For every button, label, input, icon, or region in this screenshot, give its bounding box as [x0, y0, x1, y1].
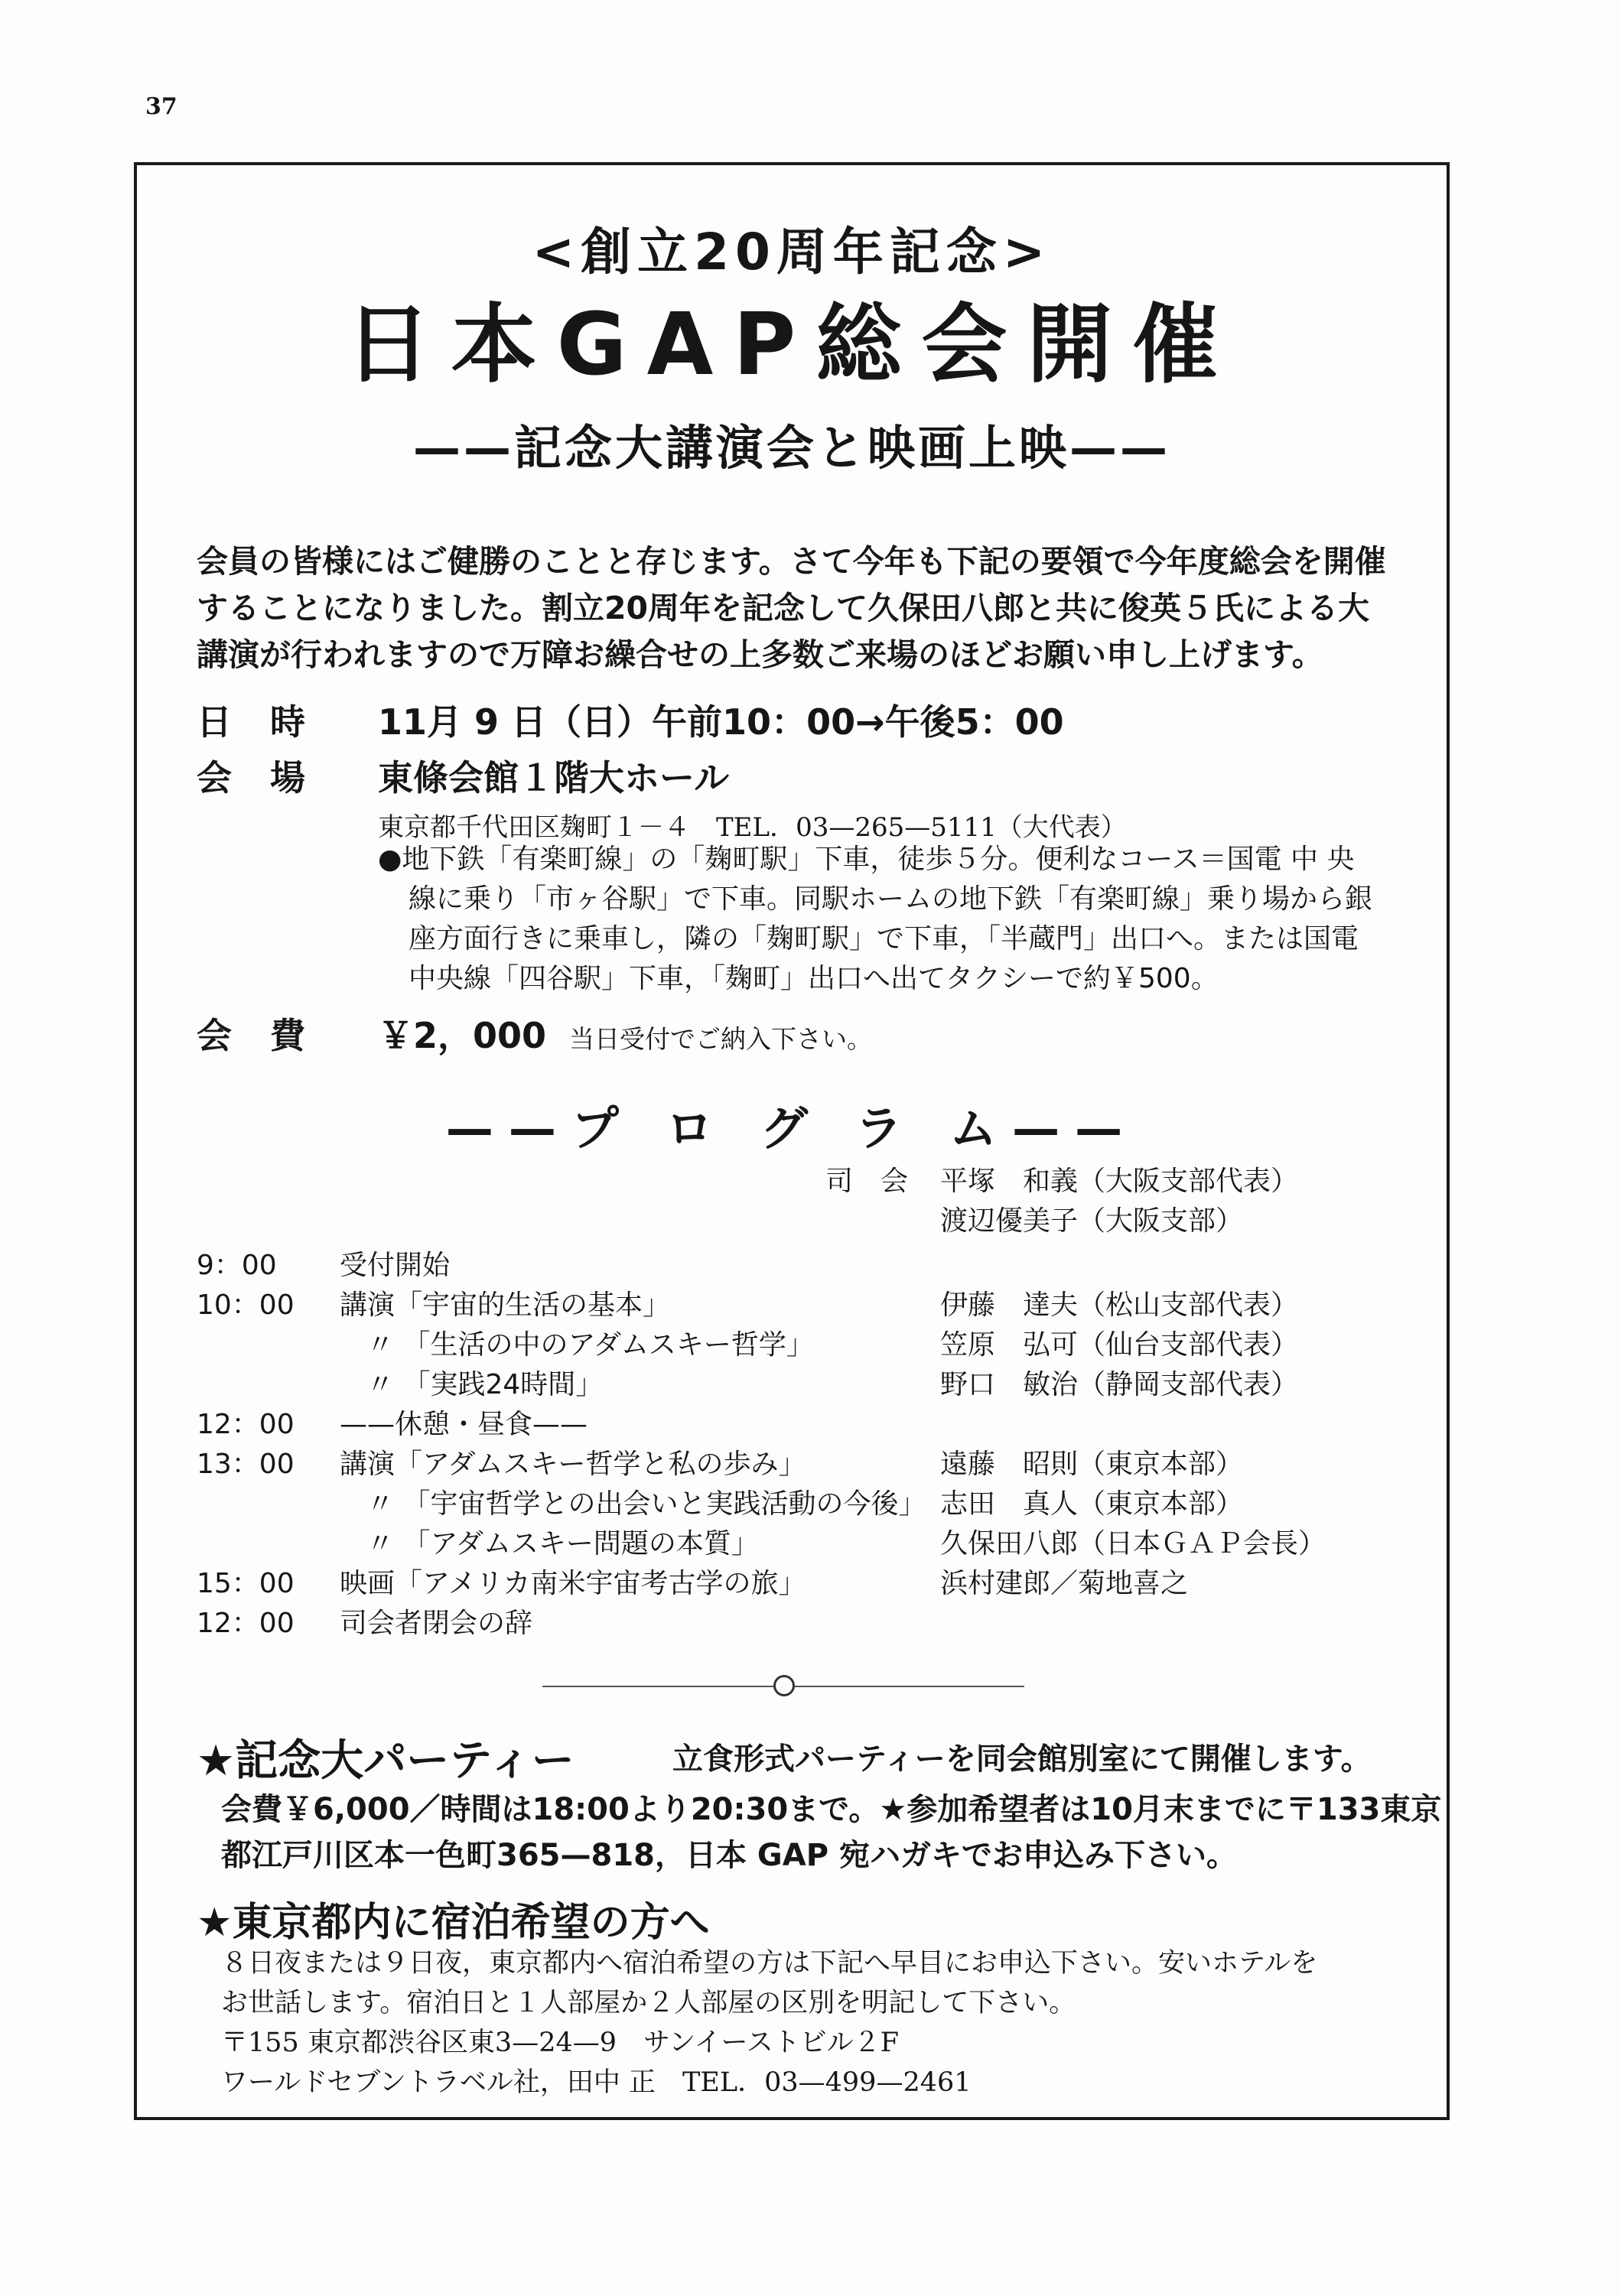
program-row	[137, 1442, 1447, 1482]
tagline: ——記念大講演会と映画上映——	[412, 420, 1170, 476]
program-row	[137, 1602, 1447, 1641]
host-name: 平塚 和義（大阪支部代表）	[940, 1166, 1299, 1197]
party-details	[221, 1787, 1441, 1878]
access-line: ●地下鉄「有楽町線」の「麹町駅」下車，徒歩５分。便利なコース＝国電 中 央	[378, 844, 1355, 875]
announcement-frame	[134, 162, 1450, 2120]
program-row	[137, 1283, 1447, 1323]
program-speaker: 久保田八郎（日本ＧＡＰ会長）	[940, 1528, 1326, 1559]
program-time: 10：00	[197, 1289, 295, 1321]
program-title-cell: 〃 「アダムスキー問題の本質」	[366, 1528, 759, 1559]
fee-note: 当日受付でご納入下さい。	[569, 1024, 873, 1054]
hotel-heading: ★東京都内に宿泊希望の方へ	[197, 1900, 710, 1946]
date-value: 11月 9 日（日）午前10：00→午後5：00	[378, 701, 1064, 743]
hotel-line: ８日夜または９日夜，東京都内へ宿泊希望の方は下記へ早目にお申込下さい。安いホテルを	[221, 1948, 1318, 1979]
program-time: 12：00	[197, 1409, 295, 1440]
program-title-cell: 〃 「宇宙哲学との出会いと実践活動の今後」	[366, 1488, 926, 1520]
program-speaker: 志田 真人（東京本部）	[940, 1488, 1244, 1520]
fee-label: 会費	[197, 1015, 343, 1056]
program-row	[137, 1482, 1447, 1522]
program-speaker: 浜村建郎／菊地喜之	[940, 1568, 1189, 1599]
hotel-line: 〒155 東京都渋谷区東3—24—9 サンイーストビル２F	[221, 2028, 900, 2058]
program-row	[137, 1323, 1447, 1363]
program-row	[137, 1363, 1447, 1403]
program-speaker: 伊藤 達夫（松山支部代表）	[940, 1289, 1299, 1321]
host-label: 司 会	[825, 1166, 909, 1197]
party-line: 都江戸川区本一色町365—818，日本 GAP 宛ハガキでお申込み下さい。	[221, 1838, 1237, 1873]
fee-amount: ￥2，000	[378, 1015, 547, 1056]
host-name: 渡辺優美子（大阪支部）	[940, 1205, 1244, 1237]
program-title-cell: 映画「アメリカ南米宇宙考古学の旅」	[340, 1568, 806, 1599]
access-line: 中央線「四谷駅」下車，「麹町」出口へ出てタクシーで約￥500。	[409, 963, 1219, 994]
divider-line	[795, 1686, 1024, 1687]
venue-value: 東條会館１階大ホール	[378, 757, 730, 798]
party-heading: ★記念大パーティー	[197, 1736, 575, 1786]
program-title-cell: 〃 「生活の中のアダムスキー哲学」	[366, 1329, 814, 1361]
program-time: 15：00	[197, 1568, 295, 1599]
program-title-cell: 講演「宇宙的生活の基本」	[340, 1289, 671, 1321]
subtitle: <創立20周年記念>	[532, 223, 1052, 281]
program-title-cell: ——休憩・昼食——	[340, 1409, 588, 1440]
access-line: 線に乗り「市ヶ谷駅」で下車。同駅ホームの地下鉄「有楽町線」乗り場から銀	[409, 883, 1373, 915]
page-number: 37	[145, 93, 177, 120]
program-time: 9：00	[197, 1250, 277, 1281]
venue-address: 東京都千代田区麹町１－４ TEL．03—265—5111（大代表）	[378, 812, 1127, 843]
divider-circle	[773, 1675, 795, 1696]
program-row	[137, 1562, 1447, 1602]
divider-line	[542, 1686, 773, 1687]
program-time: 12：00	[197, 1608, 295, 1639]
program-speaker: 笠原 弘可（仙台支部代表）	[940, 1329, 1299, 1361]
access-directions	[378, 840, 1388, 999]
program-row	[137, 1403, 1447, 1442]
hotel-line: ワールドセブントラベル社，田中 正 TEL．03—499—2461	[221, 2067, 972, 2098]
program-speaker: 野口 敏治（静岡支部代表）	[940, 1369, 1299, 1400]
hotel-details	[221, 1943, 1317, 2102]
access-line: 座方面行きに乗車し，隣の「麹町駅」で下車，「半蔵門」出口へ。または国電	[409, 923, 1359, 954]
program-title-cell: 〃 「実践24時間」	[366, 1369, 604, 1400]
program-title-cell: 司会者閉会の辞	[340, 1608, 533, 1639]
program-speaker: 遠藤 昭則（東京本部）	[940, 1449, 1244, 1480]
program-title-cell: 講演「アダムスキー哲学と私の歩み」	[340, 1449, 806, 1480]
program-row	[137, 1244, 1447, 1283]
date-label: 日時	[197, 701, 343, 743]
program-title-cell: 受付開始	[340, 1250, 451, 1281]
page-title: 日本GAP総会開催	[345, 295, 1239, 395]
party-line: 会費￥6,000／時間は18:00より20:30まで。★参加希望者は10月末までに〒133東京	[221, 1792, 1442, 1827]
program-title: ——プ ロ グ ラ ム——	[445, 1101, 1138, 1156]
fee-value	[378, 1008, 872, 1059]
party-note: 立食形式パーティーを同会館別室にて開催します。	[672, 1742, 1372, 1777]
venue-label: 会場	[197, 757, 343, 798]
program-time: 13：00	[197, 1449, 295, 1480]
hotel-line: お世話します。宿泊日と１人部屋か２人部屋の区別を明記して下さい。	[221, 1988, 1076, 2018]
intro-paragraph: 会員の皆様にはご健勝のことと存じます。さて今年も下記の要領で今年度総会を開催することになりました。割立20周年を記念して久保田八郎と共に俊英５氏による大講演が行われますので万障お繰合せの上多数ご来場のほどお願い申し上げます。	[197, 543, 1386, 673]
program-row	[137, 1522, 1447, 1562]
